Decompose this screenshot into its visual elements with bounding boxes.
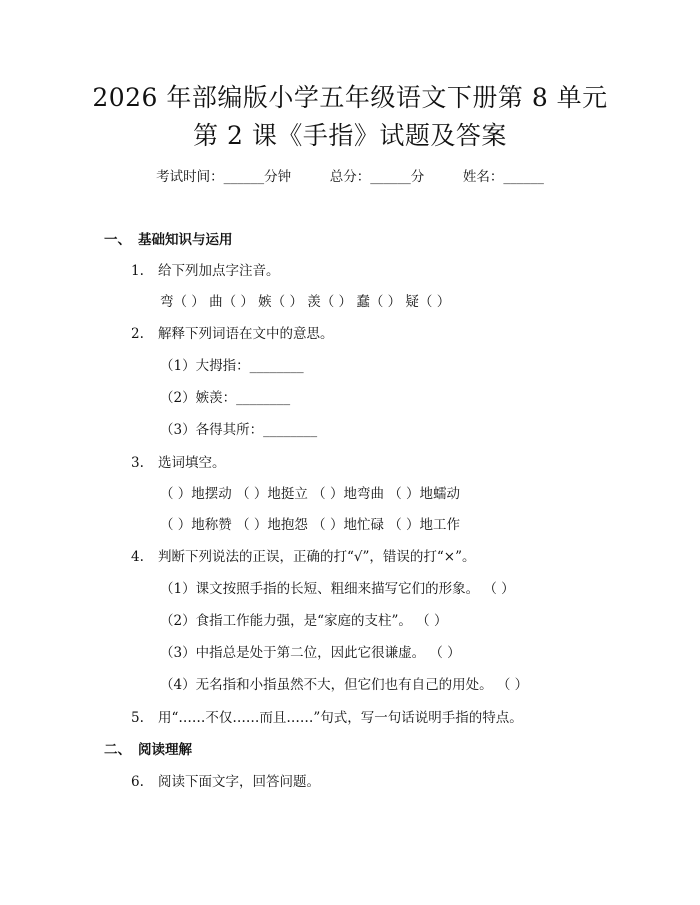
section-number: 二、 xyxy=(104,742,131,758)
question-text: 判断下列说法的正误，正确的打“√”，错误的打“×”。 xyxy=(158,549,476,565)
word-choice-row-1: （ ）地摆动 （ ）地挺立 （ ）地弯曲 （ ）地蠕动 xyxy=(160,486,461,502)
section-heading-reading xyxy=(104,740,192,760)
word-choice-row-2: （ ）地称赞 （ ）地抱怨 （ ）地忙碌 （ ）地工作 xyxy=(160,517,461,533)
question-6 xyxy=(131,772,320,792)
definition-item-2: （2）嫉羡：________ xyxy=(160,390,291,406)
question-text: 选词填空。 xyxy=(158,455,226,471)
section-title: 基础知识与运用 xyxy=(138,232,233,248)
exam-time: 考试时间：______分钟 xyxy=(156,169,292,185)
question-number: 3. xyxy=(131,455,144,471)
section-title: 阅读理解 xyxy=(138,742,192,758)
judgment-item-2: （2）食指工作能力强，是“家庭的支柱”。 （ ） xyxy=(160,613,448,629)
question-text: 用“……不仅……而且……”句式，写一句话说明手指的特点。 xyxy=(158,710,523,726)
question-text: 给下列加点字注音。 xyxy=(158,263,280,279)
student-name: 姓名：______ xyxy=(462,169,544,185)
question-number: 6. xyxy=(131,774,144,790)
question-text: 阅读下面文字，回答问题。 xyxy=(158,774,320,790)
question-number: 1. xyxy=(131,263,144,279)
definition-item-3: （3）各得其所：________ xyxy=(160,422,318,438)
judgment-item-4: （4）无名指和小指虽然不大，但它们也有自己的用处。 （ ） xyxy=(160,677,529,693)
question-1 xyxy=(131,261,280,281)
section-number: 一、 xyxy=(104,232,131,248)
page-title-line-1: 2026 年部编版小学五年级语文下册第 8 单元 xyxy=(92,83,608,112)
definition-item-1: （1）大拇指：________ xyxy=(160,358,304,374)
question-number: 2. xyxy=(131,326,144,342)
question-2 xyxy=(131,324,334,344)
section-heading-basic xyxy=(104,230,233,250)
page-title-line-2: 第 2 课《手指》试题及答案 xyxy=(193,121,507,150)
question-number: 5. xyxy=(131,710,144,726)
pinyin-row: 弯（ ） 曲（ ） 嫉（ ） 羡（ ） 蠢（ ） 疑（ ） xyxy=(160,294,451,310)
question-text: 解释下列词语在文中的意思。 xyxy=(158,326,334,342)
question-4 xyxy=(131,547,476,567)
exam-meta xyxy=(0,167,700,187)
total-score: 总分：______分 xyxy=(329,169,425,185)
question-5 xyxy=(131,708,523,728)
question-3 xyxy=(131,453,226,473)
judgment-item-1: （1）课文按照手指的长短、粗细来描写它们的形象。 （ ） xyxy=(160,581,515,597)
judgment-item-3: （3）中指总是处于第二位，因此它很谦虚。 （ ） xyxy=(160,645,461,661)
question-number: 4. xyxy=(131,549,144,565)
